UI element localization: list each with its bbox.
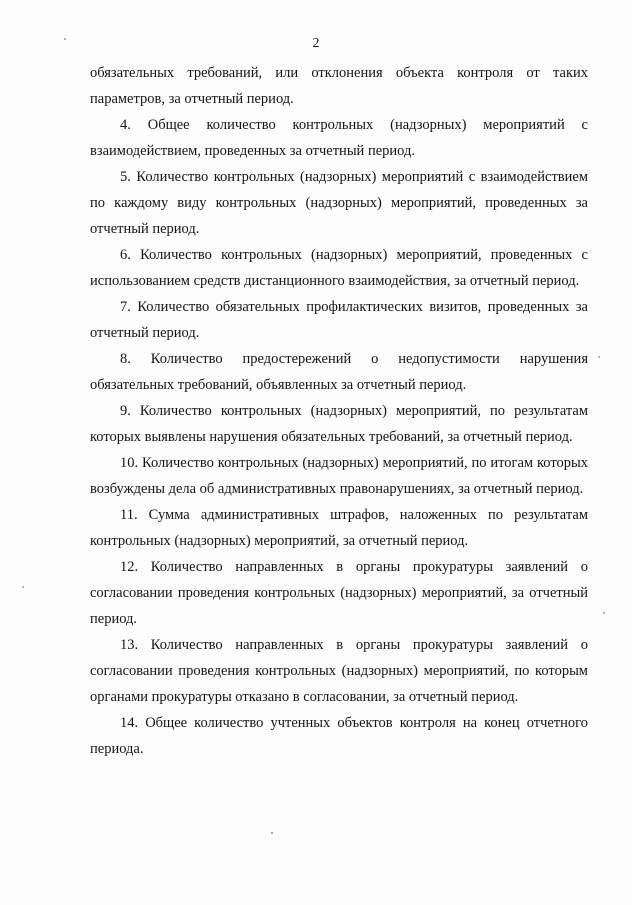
scan-speck: [271, 832, 273, 834]
paragraph-continuation: обязательных требований, или отклонения объекта контроля от таких параметров, за отчетный период.: [90, 65, 588, 107]
paragraph-item-10: 10. Количество контрольных (надзорных) мероприятий, по итогам которых возбуждены дела об административных правонарушениях, за отчетный период.: [90, 455, 588, 497]
paragraph-item-6: 6. Количество контрольных (надзорных) мероприятий, проведенных с использованием средств дистанционного взаимодействия, за отчетный период.: [90, 247, 588, 289]
paragraph-item-5: 5. Количество контрольных (надзорных) мероприятий с взаимодействием по каждому виду контрольных (надзорных) мероприятий, проведенных за отчетный период.: [90, 169, 588, 237]
paragraph-item-4: 4. Общее количество контрольных (надзорных) мероприятий с взаимодействием, проведенных за отчетный период.: [90, 117, 588, 159]
paragraph-item-14: 14. Общее количество учтенных объектов контроля на конец отчетного периода.: [90, 715, 588, 757]
scan-speck: [598, 356, 600, 358]
paragraph-item-12: 12. Количество направленных в органы прокуратуры заявлений о согласовании проведения контрольных (надзорных) мероприятий, за отчетный период.: [90, 559, 588, 627]
paragraph-item-11: 11. Сумма административных штрафов, наложенных по результатам контрольных (надзорных) мероприятий, за отчетный период.: [90, 507, 588, 549]
scan-speck: [603, 612, 605, 614]
paragraph-item-7: 7. Количество обязательных профилактических визитов, проведенных за отчетный период.: [90, 299, 588, 341]
paragraph-item-13: 13. Количество направленных в органы прокуратуры заявлений о согласовании проведения контрольных (надзорных) мероприятий, по которым органами прокуратуры отказано в согласовании, за отчетный период.: [90, 637, 588, 705]
scan-speck: [64, 38, 66, 40]
document-body: [90, 60, 588, 762]
page-number: 2: [312, 36, 320, 51]
paragraph-item-8: 8. Количество предостережений о недопустимости нарушения обязательных требований, объявленных за отчетный период.: [90, 351, 588, 393]
scan-speck: [22, 586, 24, 588]
paragraph-item-9: 9. Количество контрольных (надзорных) мероприятий, по результатам которых выявлены нарушения обязательных требований, за отчетный период.: [90, 403, 588, 445]
